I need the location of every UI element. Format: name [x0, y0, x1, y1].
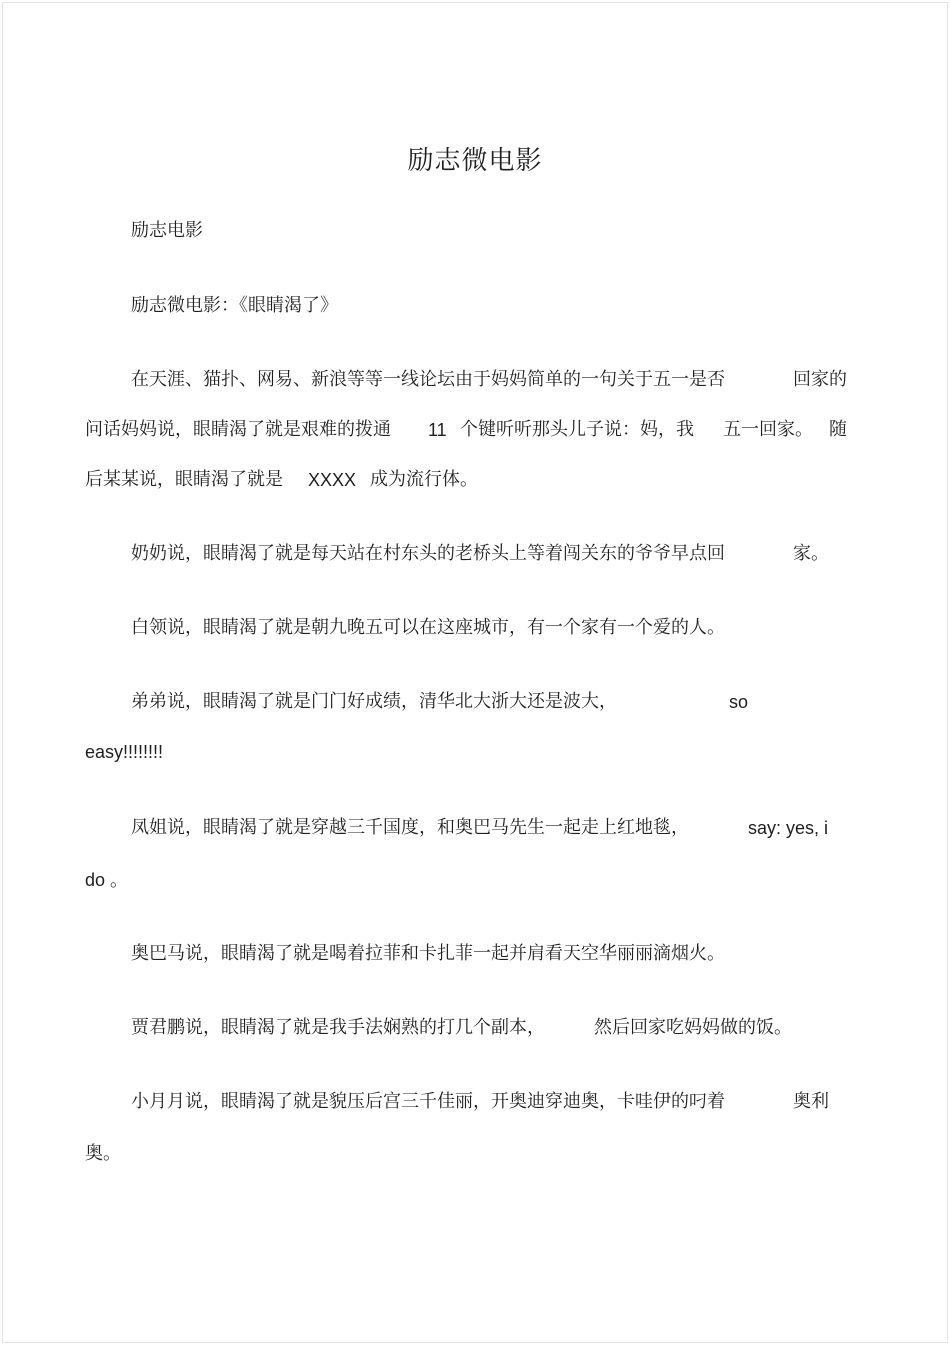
paragraph-line: 在天涯、猫扑、网易、新浪等等一线论坛由于妈妈简单的一句关于五一是否 — [131, 369, 725, 390]
paragraph-line: 奥利 — [793, 1091, 829, 1112]
paragraph-line: 凤姐说，眼睛渴了就是穿越三千国度，和奥巴马先生一起走上红地毯， — [131, 817, 689, 838]
paragraph-line: 奥巴马说，眼睛渴了就是喝着拉菲和卡扎菲一起并肩看天空华丽丽滴烟火。 — [131, 943, 725, 964]
page-title: 励志微电影 — [407, 146, 543, 176]
subtitle-line: 励志电影 — [131, 220, 203, 241]
paragraph-line: say: yes, i — [748, 818, 829, 838]
subtitle-line: 励志微电影：《眼睛渴了》 — [131, 295, 338, 316]
paragraph-line: 小月月说，眼睛渴了就是貌压后宫三千佳丽，开奥迪穿迪奥，卡哇伊的叼着 — [131, 1091, 725, 1112]
paragraph-line: 奥。 — [85, 1143, 121, 1164]
paragraph-line: so — [729, 692, 749, 712]
paragraph-line: 白领说，眼睛渴了就是朝九晚五可以在这座城市，有一个家有一个爱的人。 — [131, 617, 725, 638]
paragraph-line: XXXX — [308, 470, 357, 490]
paragraph-line: do 。 — [85, 870, 129, 890]
paragraph-line: 家。 — [793, 543, 829, 564]
paragraph-line: easy!!!!!!!! — [85, 742, 164, 762]
paragraph-line: 后某某说，眼睛渴了就是 — [85, 469, 283, 490]
paragraph-line: 随 — [829, 419, 847, 440]
paragraph-line: 问话妈妈说，眼睛渴了就是艰难的拨通 — [85, 419, 391, 440]
paragraph-line: 11 — [428, 420, 447, 440]
paragraph-line: 然后回家吃妈妈做的饭。 — [594, 1017, 792, 1038]
paragraph-line: 奶奶说，眼睛渴了就是每天站在村东头的老桥头上等着闯关东的爷爷早点回 — [131, 543, 725, 564]
document-page — [2, 2, 948, 1343]
paragraph-line: 回家的 — [793, 369, 847, 390]
paragraph-line: 成为流行体。 — [370, 469, 478, 490]
paragraph-line: 五一回家。 — [723, 419, 813, 440]
paragraph-line: 贾君鹏说，眼睛渴了就是我手法娴熟的打几个副本， — [131, 1017, 545, 1038]
paragraph-line: 弟弟说，眼睛渴了就是门门好成绩，清华北大浙大还是波大， — [131, 691, 617, 712]
paragraph-line: 个键听听那头儿子说：妈，我 — [460, 419, 694, 440]
